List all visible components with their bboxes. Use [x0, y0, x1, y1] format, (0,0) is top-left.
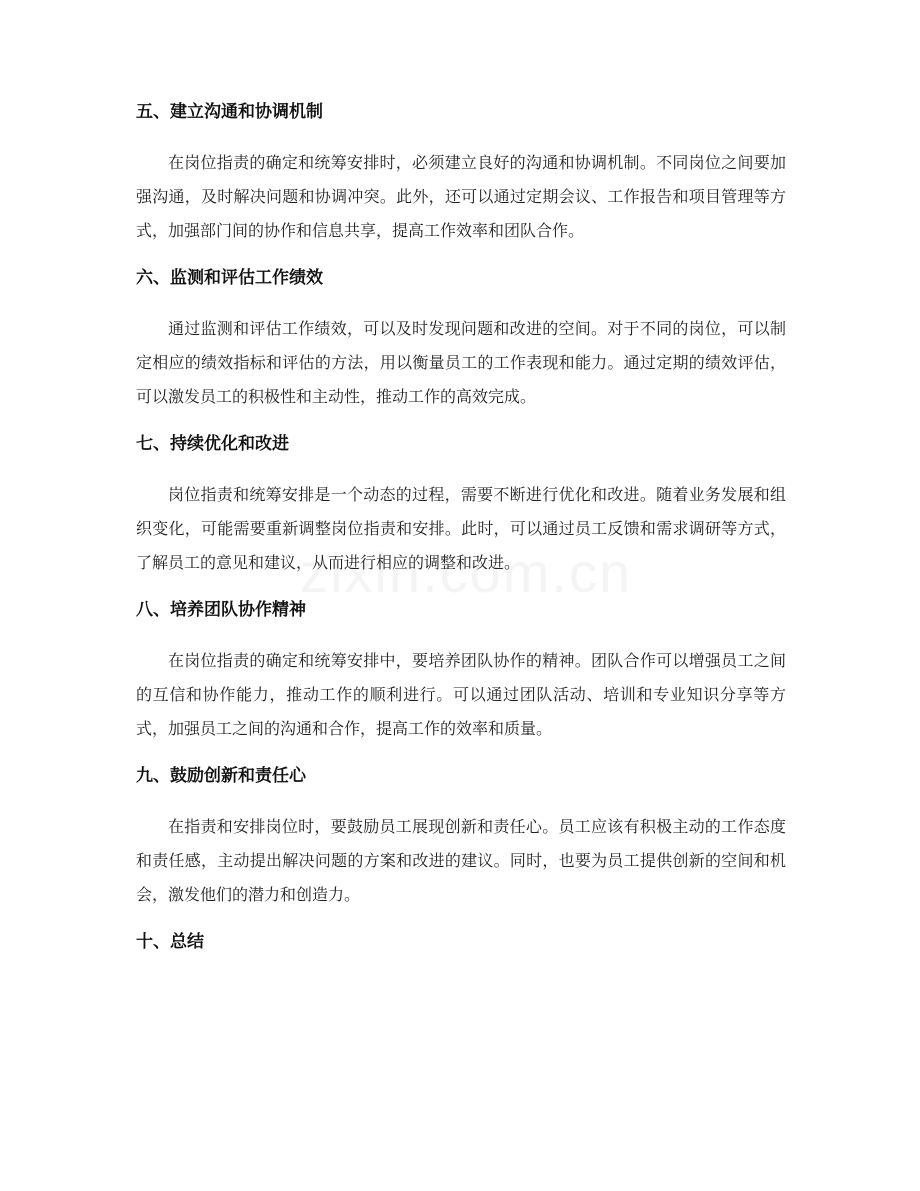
document-body — [136, 100, 786, 976]
section-heading: 七、持续优化和改进 — [136, 434, 289, 454]
section-heading: 九、鼓励创新和责任心 — [136, 766, 306, 786]
section-5 — [136, 100, 786, 248]
section-10 — [136, 930, 786, 954]
section-8 — [136, 598, 786, 746]
section-paragraph: 岗位指责和统筹安排是一个动态的过程，需要不断进行优化和改进。随着业务发展和组织变化，可能需要重新调整岗位指责和安排。此时，可以通过员工反馈和需求调研等方式，了解员工的意见和建议，从而进行相应的调整和改进。 — [136, 485, 786, 572]
section-paragraph: 通过监测和评估工作绩效，可以及时发现问题和改进的空间。对于不同的岗位，可以制定相应的绩效指标和评估的方法，用以衡量员工的工作表现和能力。通过定期的绩效评估，可以激发员工的积极性和主动性，推动工作的高效完成。 — [136, 319, 786, 406]
section-6 — [136, 266, 786, 414]
section-heading: 五、建立沟通和协调机制 — [136, 102, 323, 122]
section-paragraph: 在岗位指责的确定和统筹安排中，要培养团队协作的精神。团队合作可以增强员工之间的互信和协作能力，推动工作的顺利进行。可以通过团队活动、培训和专业知识分享等方式，加强员工之间的沟通和合作，提高工作的效率和质量。 — [136, 651, 786, 738]
section-9 — [136, 764, 786, 912]
section-paragraph: 在指责和安排岗位时，要鼓励员工展现创新和责任心。员工应该有积极主动的工作态度和责任感，主动提出解决问题的方案和改进的建议。同时，也要为员工提供创新的空间和机会，激发他们的潜力和创造力。 — [136, 817, 786, 904]
section-heading: 十、总结 — [136, 932, 204, 952]
section-paragraph: 在岗位指责的确定和统筹安排时，必须建立良好的沟通和协调机制。不同岗位之间要加强沟通，及时解决问题和协调冲突。此外，还可以通过定期会议、工作报告和项目管理等方式，加强部门间的协作和信息共享，提高工作效率和团队合作。 — [136, 153, 786, 240]
section-heading: 八、培养团队协作精神 — [136, 600, 306, 620]
section-7 — [136, 432, 786, 580]
section-heading: 六、监测和评估工作绩效 — [136, 268, 323, 288]
